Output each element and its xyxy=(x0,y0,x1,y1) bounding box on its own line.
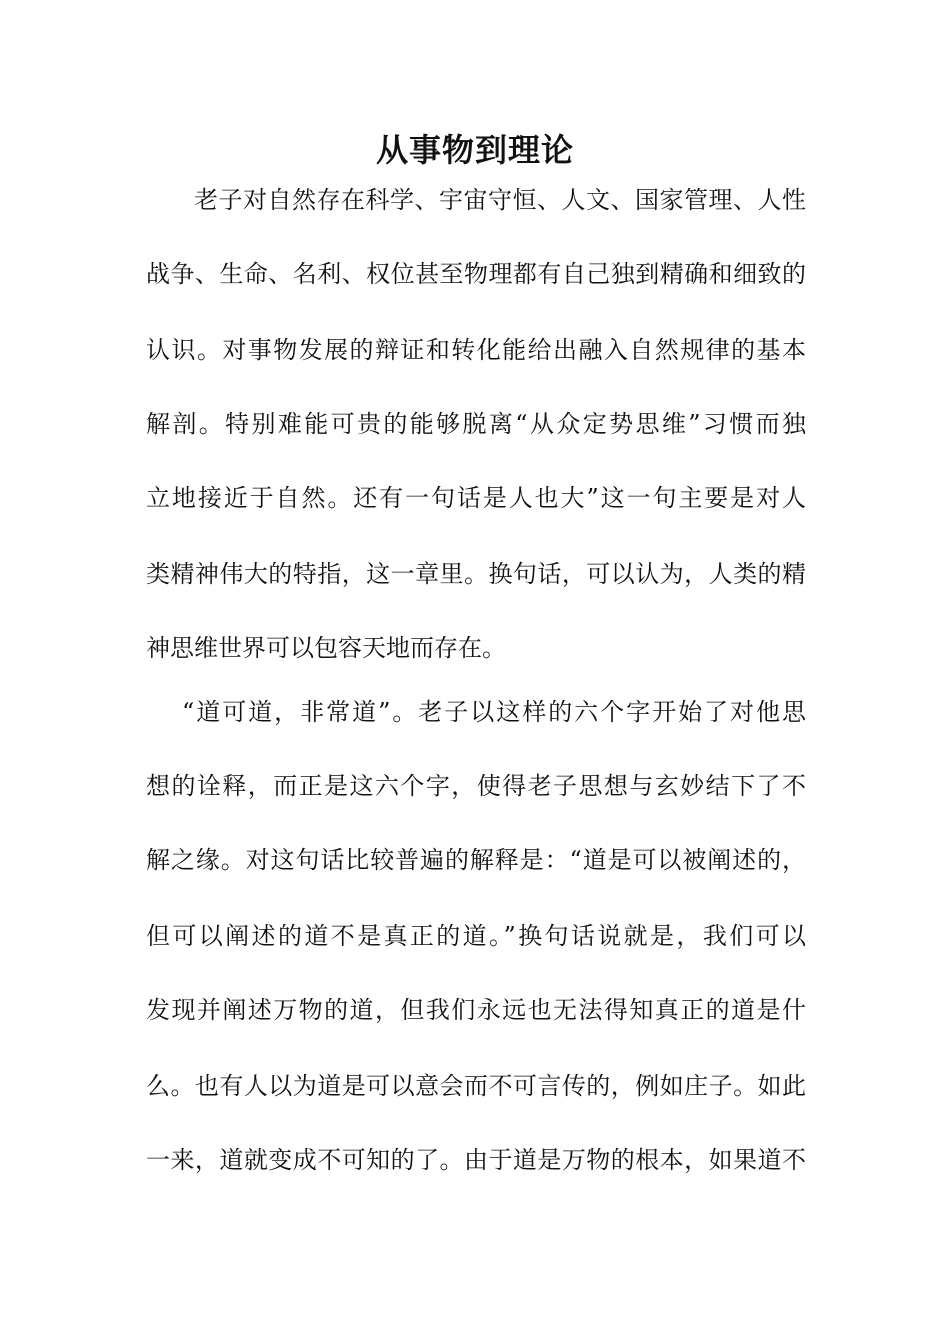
text-line: 认识。对事物发展的辩证和转化能给出融入自然规律的基本 xyxy=(146,336,806,364)
text-line: 神思维世界可以包容天地而存在。 xyxy=(146,634,506,662)
text-line: 老子对自然存在科学、宇宙守恒、人文、国家管理、人性 xyxy=(194,186,806,214)
document-title: 从事物到理论 xyxy=(375,131,574,169)
text-line: 想的诠释，而正是这六个字，使得老子思想与玄妙结下了不 xyxy=(146,772,806,800)
text-line: 战争、生命、名利、权位甚至物理都有自己独到精确和细致的 xyxy=(146,260,806,288)
text-line: 发现并阐述万物的道，但我们永远也无法得知真正的道是什 xyxy=(146,996,806,1024)
text-line: 类精神伟大的特指，这一章里。换句话，可以认为，人类的精 xyxy=(146,560,806,588)
text-line: 么。也有人以为道是可以意会而不可言传的，例如庄子。如此 xyxy=(146,1072,806,1100)
text-line: 立地接近于自然。还有一句话是人也大”这一句主要是对人 xyxy=(146,484,806,512)
text-line: “道可道，非常道”。老子以这样的六个字开始了对他思 xyxy=(182,698,806,726)
text-line: 解之缘。对这句话比较普遍的解释是：“道是可以被阐述的， xyxy=(146,846,806,874)
text-line: 但可以阐述的道不是真正的道。”换句话说就是，我们可以 xyxy=(146,922,806,950)
text-line: 解剖。特别难能可贵的能够脱离“从众定势思维”习惯而独 xyxy=(146,410,806,438)
text-line: 一来，道就变成不可知的了。由于道是万物的根本，如果道不 xyxy=(146,1146,806,1174)
